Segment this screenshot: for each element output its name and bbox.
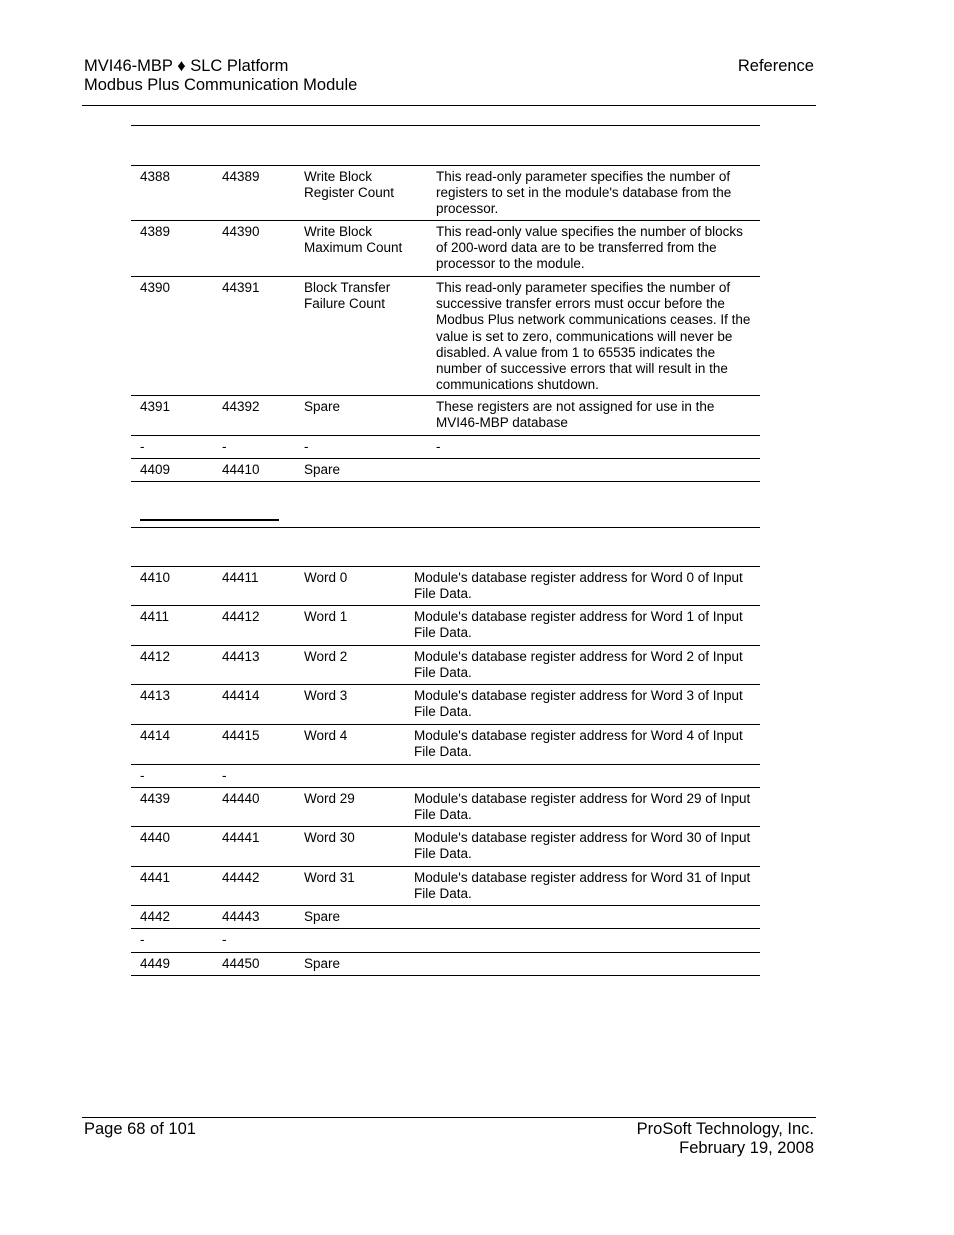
cell-address: 44443 [222, 909, 260, 924]
cell-description: Module's database register address for Word 29 of Input File Data. [414, 791, 751, 823]
cell-name: Write Block Maximum Count [304, 224, 403, 256]
cell-name: Spare [304, 399, 341, 414]
cell-address: 44441 [222, 830, 260, 845]
cell-offset: 4389 [140, 224, 171, 239]
cell-address: 44410 [222, 462, 260, 477]
cell-description: Module's database register address for Word 0 of Input File Data. [414, 570, 743, 602]
cell-offset: 4390 [140, 280, 171, 295]
cell-address: 44392 [222, 399, 260, 414]
cell-address: 44389 [222, 169, 260, 184]
cell-name: Word 1 [304, 609, 348, 624]
table-row [131, 929, 760, 953]
table1 [131, 166, 760, 482]
cell-description: Module's database register address for Word 30 of Input File Data. [414, 830, 751, 862]
cell-offset: 4411 [140, 609, 170, 624]
table-row [131, 765, 760, 788]
cell-offset: 4409 [140, 462, 171, 477]
cell-address: 44440 [222, 791, 260, 806]
cell-address: 44415 [222, 728, 260, 743]
cell-offset: 4391 [140, 399, 171, 414]
page-footer [84, 1120, 814, 1160]
cell-name: Write Block Register Count [304, 169, 395, 201]
table-row [131, 436, 760, 459]
cell-offset: - [140, 439, 145, 454]
table-row [131, 725, 760, 765]
cell-offset: 4414 [140, 728, 171, 743]
table-row [131, 827, 760, 867]
cell-address: 44411 [222, 570, 259, 585]
table-row [131, 685, 760, 725]
table-row [131, 906, 760, 929]
footer-company: ProSoft Technology, Inc. [636, 1120, 814, 1138]
footer-date: February 19, 2008 [679, 1139, 814, 1157]
cell-name: Spare [304, 956, 341, 971]
cell-offset: 4439 [140, 791, 171, 806]
cell-name: - [304, 439, 309, 454]
cell-description: Module's database register address for Word 3 of Input File Data. [414, 688, 743, 720]
cell-offset: 4388 [140, 169, 171, 184]
cell-address: - [222, 439, 227, 454]
cell-offset: 4412 [140, 649, 171, 664]
page-number: Page 68 of 101 [84, 1120, 196, 1138]
cell-name: Word 0 [304, 570, 348, 585]
cell-description: Module's database register address for Word 1 of Input File Data. [414, 609, 743, 641]
cell-address: 44391 [222, 280, 260, 295]
table-row [131, 867, 760, 906]
header-title-line1: MVI46-MBP ♦ SLC Platform [84, 57, 289, 75]
cell-offset: 4442 [140, 909, 171, 924]
cell-address: 44450 [222, 956, 260, 971]
table-row [131, 606, 760, 646]
table2 [131, 567, 760, 976]
header-divider [82, 105, 816, 106]
cell-name: Spare [304, 909, 341, 924]
cell-offset: 4410 [140, 570, 171, 585]
table-row [131, 788, 760, 827]
cell-offset: - [140, 768, 145, 783]
cell-address: - [222, 932, 227, 947]
table-row [131, 567, 760, 606]
cell-description: This read-only parameter specifies the number of successive transfer errors must occur before the Modbus Plus network communications ceases. If the value is set to zero, communications will never be disabled. A value from 1 to 65535 indicates the number of successive errors that will result in the communications shutdown. [436, 280, 751, 393]
cell-name: Word 30 [304, 830, 355, 845]
cell-address: - [222, 768, 227, 783]
cell-name: Word 31 [304, 870, 355, 885]
cell-description: This read-only parameter specifies the number of registers to set in the module's database from the processor. [436, 169, 732, 217]
table-row [131, 277, 760, 396]
cell-offset: 4449 [140, 956, 171, 971]
table-row [131, 396, 760, 436]
cell-name: Word 29 [304, 791, 355, 806]
table1-top-rule [131, 125, 760, 126]
cell-address: 44442 [222, 870, 260, 885]
cell-offset: 4413 [140, 688, 171, 703]
cell-description: - [436, 439, 441, 454]
table-row [131, 953, 760, 976]
cell-name: Spare [304, 462, 341, 477]
cell-name: Word 4 [304, 728, 348, 743]
cell-description: This read-only value specifies the number of blocks of 200-word data are to be transferred from the processor to the module. [436, 224, 743, 272]
cell-address: 44414 [222, 688, 260, 703]
footer-divider [82, 1117, 816, 1118]
table2-top-rule [131, 527, 760, 528]
cell-address: 44412 [222, 609, 260, 624]
cell-description: Module's database register address for Word 4 of Input File Data. [414, 728, 743, 760]
section-heading-underline [140, 519, 279, 521]
cell-name: Word 3 [304, 688, 348, 703]
cell-offset: - [140, 932, 145, 947]
table-row [131, 459, 760, 482]
cell-address: 44413 [222, 649, 260, 664]
cell-address: 44390 [222, 224, 260, 239]
header-section: Reference [737, 57, 814, 75]
cell-description: Module's database register address for Word 31 of Input File Data. [414, 870, 751, 902]
cell-name: Word 2 [304, 649, 348, 664]
cell-name: Block Transfer Failure Count [304, 280, 391, 312]
cell-offset: 4440 [140, 830, 171, 845]
cell-offset: 4441 [140, 870, 171, 885]
table-row [131, 646, 760, 685]
page-header [84, 57, 814, 105]
cell-description: Module's database register address for Word 2 of Input File Data. [414, 649, 743, 681]
cell-description: These registers are not assigned for use in the MVI46-MBP database [436, 399, 715, 431]
table-row [131, 166, 760, 221]
table-row [131, 221, 760, 277]
header-title-line2: Modbus Plus Communication Module [84, 76, 358, 94]
